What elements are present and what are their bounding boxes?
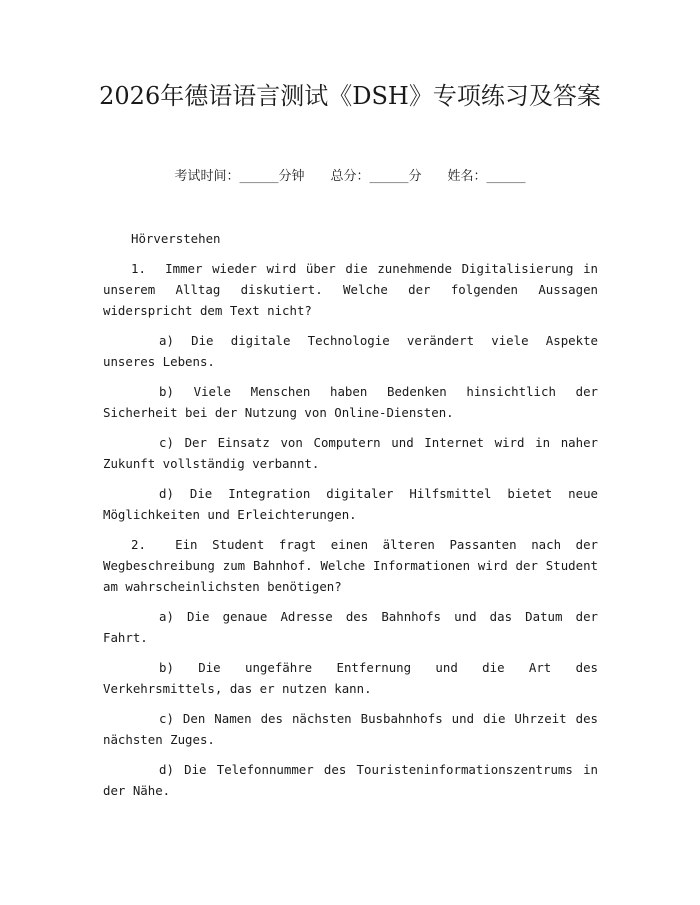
exam-meta (0, 168, 700, 186)
question-1 (103, 258, 598, 525)
question-number: 1. (131, 261, 146, 276)
question-prompt: Immer wieder wird über die zunehmende Digitalisierung in unserem Alltag diskutiert. Welche der folgenden Aussagen widerspricht dem Text nicht? (103, 261, 598, 318)
answer-option: d) Die Telefonnummer des Touristeninformationszentrums in der Nähe. (103, 762, 598, 798)
answer-option: c) Den Namen des nächsten Busbahnhofs und die Uhrzeit des nächsten Zuges. (103, 711, 598, 747)
document-title: 2026年德语语言测试《DSH》专项练习及答案 (99, 82, 601, 110)
answer-option: b) Viele Menschen haben Bedenken hinsichtlich der Sicherheit bei der Nutzung von Online-Diensten. (103, 384, 598, 420)
answer-option: a) Die digitale Technologie verändert viele Aspekte unseres Lebens. (103, 333, 598, 369)
section-heading: Hörverstehen (131, 231, 221, 246)
answer-option: b) Die ungefähre Entfernung und die Art des Verkehrsmittels, das er nutzen kann. (103, 660, 598, 696)
exam-time-field: 考试时间：______分钟 (174, 169, 305, 184)
question-2 (103, 534, 598, 801)
answer-option: d) Die Integration digitaler Hilfsmittel bietet neue Möglichkeiten und Erleichterungen. (103, 486, 598, 522)
name-field: 姓名：______ (447, 169, 526, 184)
document-body (103, 228, 598, 810)
question-number: 2. (131, 537, 146, 552)
question-prompt: Ein Student fragt einen älteren Passanten nach der Wegbeschreibung zum Bahnhof. Welche Informationen wird der Student am wahrscheinlichsten benötigen? (103, 537, 598, 594)
answer-option: a) Die genaue Adresse des Bahnhofs und das Datum der Fahrt. (103, 609, 598, 645)
total-score-field: 总分：______分 (330, 169, 422, 184)
question-text (103, 534, 598, 597)
answer-option: c) Der Einsatz von Computern und Internet wird in naher Zukunft vollständig verbannt. (103, 435, 598, 471)
question-text (103, 258, 598, 321)
